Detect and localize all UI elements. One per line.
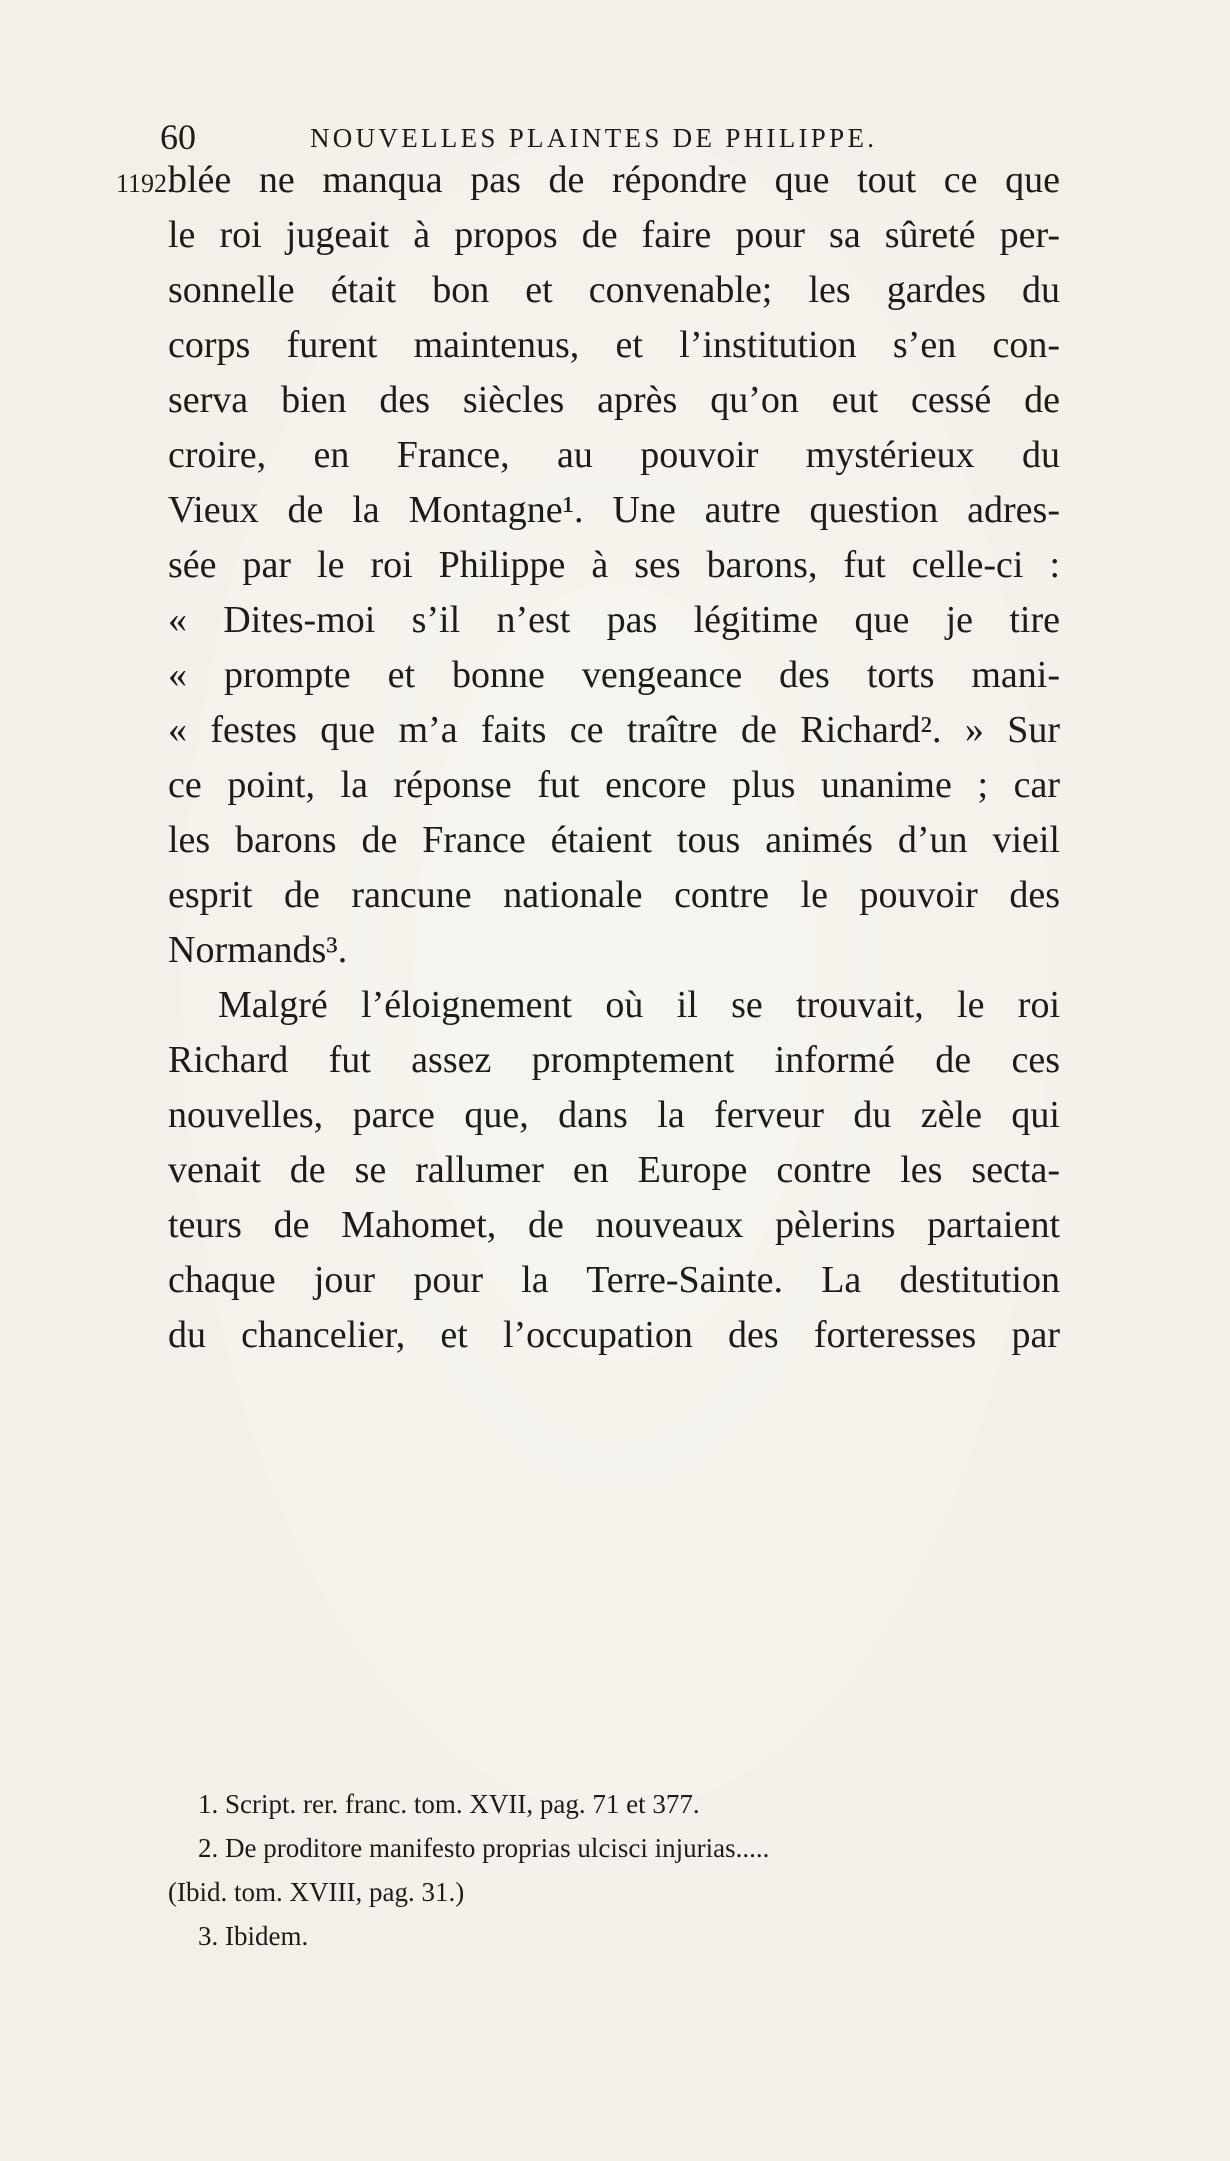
footnote-3: 3. Ibidem. — [198, 1921, 309, 1951]
body-line: teurs de Mahomet, de nouveaux pèlerins partaient — [168, 1204, 1060, 1246]
body-line: corps furent maintenus, et l’institution s’en con- — [168, 324, 1060, 366]
body-line: chaque jour pour la Terre-Sainte. La destitution — [168, 1259, 1060, 1301]
body-line: le roi jugeait à propos de faire pour sa sûreté per- — [168, 214, 1060, 256]
body-line: « festes que m’a faits ce traître de Richard². » Sur — [168, 709, 1060, 751]
body-line: esprit de rancune nationale contre le pouvoir des — [168, 874, 1060, 916]
body-line: nouvelles, parce que, dans la ferveur du zèle qui — [168, 1094, 1060, 1136]
body-line: Vieux de la Montagne¹. Une autre question adres- — [168, 489, 1060, 531]
body-line: Richard fut assez promptement informé de ces — [168, 1039, 1060, 1081]
body-line: blée ne manqua pas de répondre que tout ce que — [168, 159, 1060, 201]
body-line: Malgré l’éloignement où il se trouvait, le roi — [218, 984, 1060, 1026]
footnote-1: 1. Script. rer. franc. tom. XVII, pag. 71 et 377. — [198, 1789, 700, 1819]
footnote-2-continuation: (Ibid. tom. XVIII, pag. 31.) — [168, 1877, 465, 1907]
body-line: venait de se rallumer en Europe contre les secta- — [168, 1149, 1060, 1191]
footnotes — [168, 1782, 1060, 1958]
body-text — [168, 153, 1060, 1363]
page-number: 60 — [160, 117, 196, 157]
body-line: Normands³. — [168, 929, 348, 971]
body-line: ce point, la réponse fut encore plus unanime ; car — [168, 764, 1060, 806]
body-line: serva bien des siècles après qu’on eut cessé de — [168, 379, 1060, 421]
margin-year-note: 1192. — [116, 169, 174, 198]
body-line: les barons de France étaient tous animés d’un vieil — [168, 819, 1060, 861]
body-line: croire, en France, au pouvoir mystérieux du — [168, 434, 1060, 476]
body-line: sée par le roi Philippe à ses barons, fut celle-ci : — [168, 544, 1060, 586]
body-line: du chancelier, et l’occupation des forteresses par — [168, 1314, 1060, 1356]
body-line: « prompte et bonne vengeance des torts mani- — [168, 654, 1060, 696]
body-line: « Dites-moi s’il n’est pas légitime que je tire — [168, 599, 1060, 641]
running-head: NOUVELLES PLAINTES DE PHILIPPE. — [310, 123, 878, 153]
footnote-2: 2. De proditore manifesto proprias ulcisci injurias..... — [198, 1833, 770, 1863]
body-line: sonnelle était bon et convenable; les gardes du — [168, 269, 1060, 311]
